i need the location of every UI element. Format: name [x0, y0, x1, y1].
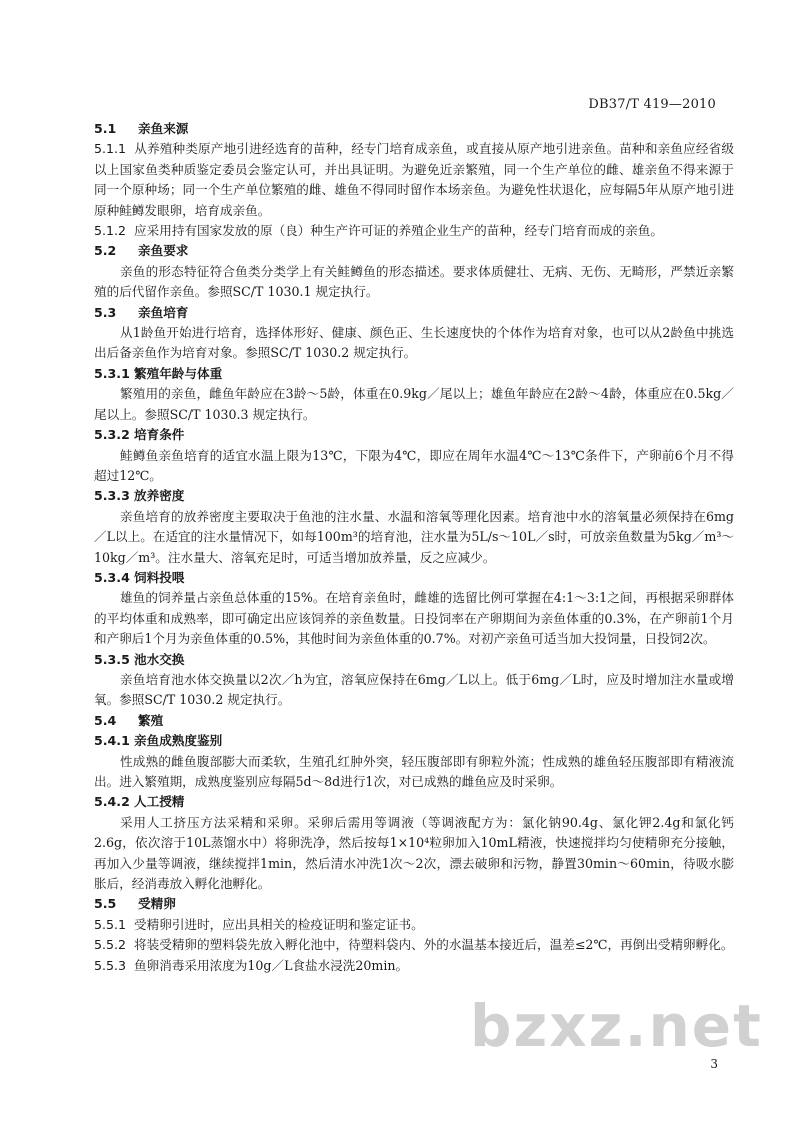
- paragraph: 亲鱼的形态特征符合鱼类分类学上有关鲑鳟鱼的形态描述。要求体质健壮、无病、无伤、无畸形，严禁近亲繁殖的后代留作亲鱼。参照SC/T 1030.1 规定执行。: [94, 263, 734, 300]
- clause-number: 5.5.2: [94, 937, 127, 953]
- section-title: 亲鱼来源: [138, 121, 189, 136]
- section-title: 池水交换: [134, 651, 185, 667]
- clause-number: 5.1.2: [94, 223, 127, 239]
- numbered-clause: [94, 221, 734, 241]
- paragraph: 从1龄鱼开始进行培育，选择体形好、健康、颜色正、生长速度快的个体作为培育对象，也可以从2龄鱼中挑选出后备亲鱼作为培育对象。参照SC/T 1030.2 规定执行。: [94, 325, 734, 361]
- section-heading: [94, 364, 734, 384]
- page-number: 3: [710, 1057, 718, 1071]
- section-number: 5.4: [94, 712, 117, 728]
- section-heading: [94, 894, 734, 914]
- section-title: 繁殖年龄与体重: [134, 365, 223, 381]
- numbered-clause: [94, 956, 734, 976]
- clause-text: 从养殖种类原产地引进经选育的苗种，经专门培育成亲鱼，或直接从原产地引进亲鱼。苗种和亲鱼应经省级以上国家鱼类种质鉴定委员会鉴定认可，并出具证明。为避免近亲繁殖，同一个生产单位的雌、雄亲鱼不得来源于同一个原种场；同一个生产单位繁殖的雌、雄鱼不得同时留作本场亲鱼。为避免性状退化，应每隔5年从原产地引进原种鲑鳟发眼卵，培育成亲鱼。: [94, 141, 734, 218]
- section-heading: [94, 303, 734, 323]
- section-title: 受精卵: [138, 896, 176, 912]
- section-number: 5.2: [94, 243, 117, 259]
- section-title: 繁殖: [138, 712, 164, 728]
- section-heading: [94, 241, 734, 261]
- section-title: 亲鱼培育: [138, 304, 189, 320]
- numbered-clause: [94, 915, 734, 935]
- numbered-clause: [94, 935, 734, 955]
- section-heading: [94, 486, 734, 506]
- paragraph: 鲑鳟鱼亲鱼培育的适宜水温上限为13℃，下限为4℃，即应在周年水温4℃～13℃条件下，产卵前6个月不得超过12℃。: [94, 447, 734, 483]
- section-heading: [94, 568, 734, 588]
- paragraph: 亲鱼培育池水体交换量以2次／h为宜，溶氧应保持在6mg／L以上。低于6mg／L时，应及时增加注水量或增氧。参照SC/T 1030.2 规定执行。: [94, 671, 734, 708]
- numbered-clause: [94, 139, 734, 221]
- clause-text: 鱼卵消毒采用浓度为10g／L食盐水浸洗20min。: [134, 957, 409, 973]
- section-number: 5.4.1: [94, 733, 130, 749]
- paragraph: 亲鱼培育的放养密度主要取决于鱼池的注水量、水温和溶氧等理化因素。培育池中水的溶氧量必须保持在6mg／L以上。在适宜的注水量情况下，如每100m³的培育池，注水量为5L/s～10L／s时，可放亲鱼数量为5kg／m³～10kg／m³。注水量大、溶氧充足时，可适当增加放养量，反之应减少。: [94, 508, 734, 565]
- clause-number: 5.5.1: [94, 916, 127, 932]
- section-heading: [94, 711, 734, 731]
- section-number: 5.3.2: [94, 427, 130, 443]
- section-heading: [94, 731, 734, 751]
- paragraph: 雄鱼的饲养量占亲鱼总体重的15%。在培育亲鱼时，雌雄的选留比例可掌握在4:1～3:1之间，再根据采卵群体的平均体重和成熟率，即可确定出应该饲养的亲鱼数量。日投饲率在产卵期间为亲鱼体重的0.3%，在产卵前1个月和产卵后1个月为亲鱼体重的0.5%，其他时间为亲鱼体重的0.7%。对初产亲鱼可适当加大投饲量，日投饲2次。: [94, 590, 734, 647]
- section-number: 5.3.5: [94, 651, 130, 667]
- paragraph: 繁殖用的亲鱼，雌鱼年龄应在3龄～5龄，体重在0.9kg／尾以上；雄鱼年龄应在2龄～4龄，体重应在0.5kg／尾以上。参照SC/T 1030.3 规定执行。: [94, 386, 734, 422]
- section-heading: [94, 792, 734, 812]
- clause-text: 应采用持有国家发放的原（良）种生产许可证的养殖企业生产的苗种，经专门培育而成的亲鱼。: [134, 223, 663, 239]
- clause-text: 将装受精卵的塑料袋先放入孵化池中，待塑料袋内、外的水温基本接近后，温差≤2℃，再倒出受精卵孵化。: [134, 937, 734, 953]
- watermark-logo: bzxz.net: [470, 992, 763, 1060]
- standard-code: DB37/T 419—2010: [588, 97, 716, 112]
- clause-number: 5.5.3: [94, 957, 127, 973]
- clause-text: 受精卵引进时，应出具相关的检疫证明和鉴定证书。: [134, 916, 424, 932]
- section-number: 5.1: [94, 121, 117, 136]
- section-number: 5.3.3: [94, 488, 130, 504]
- section-heading: [94, 425, 734, 445]
- clause-number: 5.1.1: [94, 141, 127, 157]
- paragraph: 采用人工挤压方法采精和采卵。采卵后需用等调液（等调液配方为：氯化钠90.4g、氯化钾2.4g和氯化钙2.6g，依次溶于10L蒸馏水中）将卵洗净，然后按每1×10⁴粒卵加入10mL精液，快速搅拌均匀使精卵充分接触，再加入少量等调液，继续搅拌1min，然后清水冲洗1次～2次，漂去破卵和污物，静置30min～60min，待吸水膨胀后，经消毒放入孵化池孵化。: [94, 814, 734, 892]
- section-number: 5.5: [94, 896, 117, 912]
- section-title: 人工授精: [134, 794, 185, 810]
- section-heading: [94, 119, 734, 139]
- section-title: 亲鱼要求: [138, 243, 189, 259]
- section-title: 饲料投喂: [134, 569, 185, 585]
- section-number: 5.4.2: [94, 794, 130, 810]
- document-body: [94, 119, 734, 976]
- paragraph: 性成熟的雌鱼腹部膨大而柔软，生殖孔红肿外突，轻压腹部即有卵粒外流；性成熟的雄鱼轻压腹部即有精液流出。进入繁殖期，成熟度鉴别应每隔5d～8d进行1次，对已成熟的雌鱼应及时采卵。: [94, 753, 734, 789]
- section-number: 5.3.4: [94, 569, 130, 585]
- section-title: 亲鱼成熟度鉴别: [134, 733, 223, 749]
- section-heading: [94, 650, 734, 670]
- section-title: 培育条件: [134, 427, 185, 443]
- section-number: 5.3: [94, 304, 117, 320]
- section-title: 放养密度: [134, 488, 185, 504]
- section-number: 5.3.1: [94, 365, 130, 381]
